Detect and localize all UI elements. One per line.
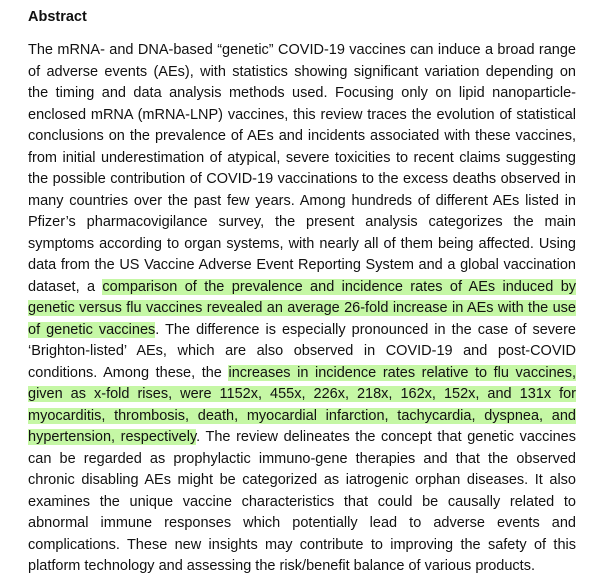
- highlighted-finding-fold-increase: comparison of the prevalence and incidence rates of AEs induced by genetic versus flu vaccines revealed an average 26-fold increase in AEs with the use of genetic vaccines: [28, 278, 577, 338]
- abstract-text-segment: The mRNA- and DNA-based “genetic” COVID-19 vaccines can induce a broad range of adverse events (AEs), with statistics showing significant variation depending on the timing and data analysis methods used. Focusing only on lipid nanoparticle-enclosed mRNA (mRNA-LNP) vaccines, this review traces the evolution of statistical conclusions on the prevalence of AEs and incidents associated with these vaccines, from initial underestimation of atypical, severe toxicities to recent claims suggesting the possible contribution of COVID-19 vaccinations to the excess deaths observed in many countries over the past few years. Among hundreds of different AEs listed in Pfizer’s pharmacovigilance survey, the present analysis categorizes the main symptoms according to organ systems, with nearly all of them being affected. Using data from the US Vaccine Adverse Event Reporting System and a global vaccination dataset, a: [28, 42, 576, 295]
- abstract-section: [28, 7, 576, 578]
- abstract-text-segment: . The review delineates the concept that genetic vaccines can be regarded as prophylactic immuno-gene therapies and that the observed chronic disabling AEs might be categorized as iatrogenic orphan diseases. It also examines the unique vaccine characteristics that could be causally related to abnormal immune responses which potentially lead to adverse events and complications. These new insights may contribute to improving the safety of this platform technology and assessing the risk/benefit balance of various products.: [28, 429, 576, 574]
- abstract-heading: Abstract: [28, 9, 87, 25]
- highlighted-finding-incidence-rates: increases in incidence rates relative to flu vaccines, given as x-fold rises, were 1152x, 455x, 226x, 218x, 162x, 152x, and 131x for myocarditis, thrombosis, death, myocardial infarction, tachycardia, dyspnea, and hypertension, respectively: [28, 364, 576, 445]
- abstract-paragraph: [28, 40, 576, 578]
- abstract-text-segment: . The difference is especially pronounced in the case of severe ‘Brighton-listed’ AEs, which are also observed in COVID-19 and post-COVID conditions. Among these, the: [28, 321, 577, 381]
